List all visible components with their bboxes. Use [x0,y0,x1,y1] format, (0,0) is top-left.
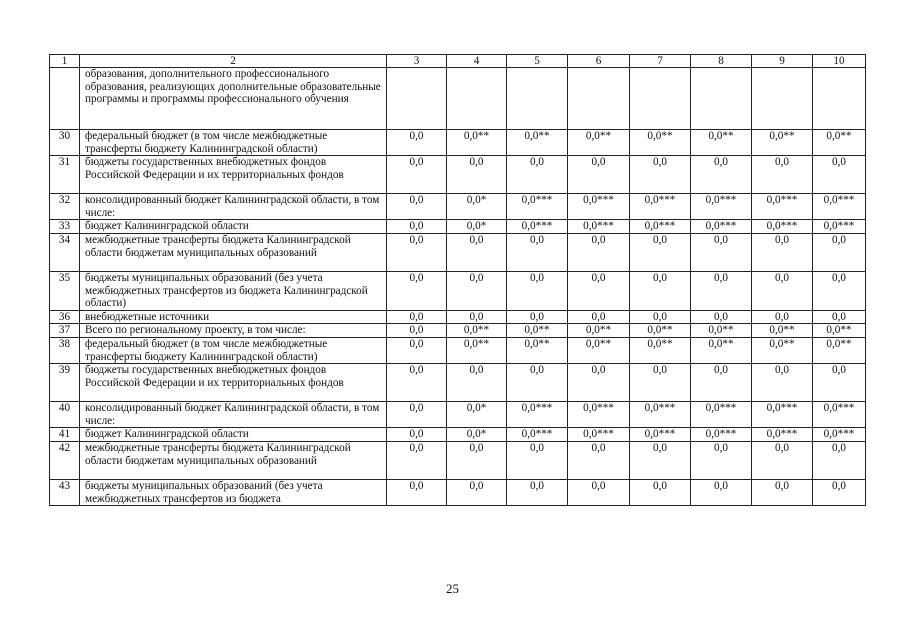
column-header: 5 [507,55,568,68]
table-row [50,324,866,338]
value-cell: 0,0*** [507,428,568,442]
table-row [50,220,866,234]
value-cell [387,68,447,130]
row-number: 33 [50,220,80,234]
value-cell: 0,0*** [813,220,866,234]
row-description: межбюджетные трансферты бюджета Калининградской области бюджетам муниципальных образований [80,233,387,271]
value-cell: 0,0 [568,364,630,402]
value-cell: 0,0 [387,402,447,428]
value-cell: 0,0*** [813,428,866,442]
value-cell: 0,0 [387,130,447,156]
value-cell: 0,0 [691,441,752,479]
value-cell: 0,0 [387,233,447,271]
column-header: 4 [447,55,507,68]
value-cell: 0,0 [387,364,447,402]
value-cell: 0,0*** [752,428,813,442]
value-cell: 0,0*** [813,402,866,428]
value-cell: 0,0 [387,220,447,234]
row-number: 37 [50,324,80,338]
value-cell: 0,0 [568,156,630,194]
value-cell: 0,0 [752,364,813,402]
value-cell: 0,0 [447,441,507,479]
value-cell [447,68,507,130]
value-cell: 0,0** [630,337,691,363]
value-cell [752,68,813,130]
row-description: бюджеты государственных внебюджетных фондов Российской Федерации и их территориальных фондов [80,364,387,402]
row-number: 30 [50,130,80,156]
value-cell: 0,0*** [630,194,691,220]
value-cell: 0,0 [507,156,568,194]
row-number: 36 [50,310,80,324]
value-cell: 0,0 [387,428,447,442]
row-description: консолидированный бюджет Калининградской области, в том числе: [80,402,387,428]
value-cell: 0,0 [387,441,447,479]
value-cell: 0,0*** [691,220,752,234]
value-cell: 0,0 [447,364,507,402]
value-cell: 0,0 [568,233,630,271]
value-cell: 0,0 [752,310,813,324]
value-cell: 0,0 [630,156,691,194]
value-cell: 0,0*** [752,402,813,428]
value-cell: 0,0 [630,271,691,310]
value-cell: 0,0 [813,364,866,402]
row-description: бюджет Калининградской области [80,428,387,442]
value-cell: 0,0** [507,130,568,156]
value-cell: 0,0 [507,271,568,310]
table-row [50,428,866,442]
row-description: образования, дополнительного профессионального образования, реализующих дополнительные образовательные программы и программы профессионального обучения [80,68,387,130]
value-cell: 0,0 [691,479,752,505]
row-number: 31 [50,156,80,194]
row-number: 42 [50,441,80,479]
value-cell: 0,0 [507,233,568,271]
row-description: внебюджетные источники [80,310,387,324]
table-row [50,194,866,220]
value-cell: 0,0** [568,337,630,363]
value-cell: 0,0 [507,310,568,324]
column-header: 8 [691,55,752,68]
value-cell: 0,0 [813,271,866,310]
page-number: 25 [446,581,459,596]
value-cell: 0,0*** [568,220,630,234]
value-cell: 0,0*** [568,194,630,220]
table-body [50,55,866,506]
row-number: 40 [50,402,80,428]
table-row [50,479,866,505]
table-row [50,310,866,324]
value-cell: 0,0 [752,233,813,271]
value-cell: 0,0 [691,156,752,194]
value-cell: 0,0 [447,156,507,194]
value-cell: 0,0 [387,156,447,194]
value-cell: 0,0 [630,364,691,402]
value-cell: 0,0 [447,233,507,271]
table-row [50,156,866,194]
value-cell: 0,0 [691,364,752,402]
value-cell: 0,0 [752,441,813,479]
value-cell: 0,0 [630,479,691,505]
value-cell: 0,0** [813,324,866,338]
value-cell: 0,0 [507,479,568,505]
value-cell: 0,0*** [691,402,752,428]
row-description: межбюджетные трансферты бюджета Калининградской области бюджетам муниципальных образований [80,441,387,479]
row-description: бюджеты муниципальных образований (без учета межбюджетных трансфертов из бюджета Калининградской области) [80,271,387,310]
value-cell: 0,0 [507,364,568,402]
row-number: 34 [50,233,80,271]
value-cell [813,68,866,130]
value-cell [568,68,630,130]
row-number: 32 [50,194,80,220]
value-cell: 0,0 [568,441,630,479]
row-number: 41 [50,428,80,442]
column-header: 3 [387,55,447,68]
value-cell: 0,0** [630,130,691,156]
value-cell: 0,0** [691,130,752,156]
value-cell: 0,0*** [813,194,866,220]
value-cell: 0,0* [447,402,507,428]
value-cell: 0,0*** [568,428,630,442]
value-cell: 0,0 [387,324,447,338]
value-cell: 0,0*** [507,194,568,220]
row-description: Всего по региональному проекту, в том числе: [80,324,387,338]
value-cell: 0,0 [813,310,866,324]
value-cell: 0,0*** [630,428,691,442]
value-cell: 0,0** [447,130,507,156]
value-cell: 0,0 [813,441,866,479]
budget-table [49,54,866,506]
value-cell: 0,0*** [691,194,752,220]
row-description: консолидированный бюджет Калининградской области, в том числе: [80,194,387,220]
value-cell: 0,0 [387,310,447,324]
value-cell: 0,0** [507,324,568,338]
table-row [50,337,866,363]
value-cell: 0,0** [568,324,630,338]
row-number: 43 [50,479,80,505]
value-cell: 0,0 [447,479,507,505]
column-header: 7 [630,55,691,68]
value-cell: 0,0*** [691,428,752,442]
table-row [50,441,866,479]
value-cell: 0,0 [387,337,447,363]
value-cell: 0,0 [507,441,568,479]
table-row [50,130,866,156]
table-row [50,271,866,310]
row-number [50,68,80,130]
value-cell: 0,0 [630,233,691,271]
table-row [50,364,866,402]
value-cell: 0,0 [752,271,813,310]
value-cell: 0,0*** [630,402,691,428]
value-cell: 0,0 [630,441,691,479]
value-cell: 0,0*** [568,402,630,428]
table-row [50,233,866,271]
row-number: 35 [50,271,80,310]
value-cell [630,68,691,130]
value-cell: 0,0 [568,310,630,324]
value-cell: 0,0** [447,324,507,338]
value-cell: 0,0** [630,324,691,338]
value-cell: 0,0 [691,271,752,310]
value-cell: 0,0** [813,130,866,156]
value-cell: 0,0** [691,337,752,363]
value-cell: 0,0** [507,337,568,363]
value-cell: 0,0 [387,479,447,505]
row-description: федеральный бюджет (в том числе межбюджетные трансферты бюджету Калининградской области) [80,337,387,363]
value-cell: 0,0 [813,479,866,505]
value-cell: 0,0*** [752,194,813,220]
value-cell: 0,0** [752,337,813,363]
row-number: 38 [50,337,80,363]
value-cell: 0,0* [447,220,507,234]
value-cell: 0,0** [447,337,507,363]
value-cell: 0,0*** [507,220,568,234]
value-cell: 0,0* [447,428,507,442]
value-cell: 0,0*** [507,402,568,428]
value-cell: 0,0 [813,233,866,271]
value-cell: 0,0 [568,271,630,310]
row-description: бюджеты муниципальных образований (без учета межбюджетных трансфертов из бюджета [80,479,387,505]
value-cell: 0,0 [630,310,691,324]
value-cell: 0,0 [691,310,752,324]
column-header: 1 [50,55,80,68]
value-cell: 0,0** [752,130,813,156]
column-header: 10 [813,55,866,68]
value-cell: 0,0* [447,194,507,220]
value-cell: 0,0*** [630,220,691,234]
row-number: 39 [50,364,80,402]
value-cell: 0,0 [387,271,447,310]
value-cell: 0,0 [691,233,752,271]
row-description: бюджет Калининградской области [80,220,387,234]
value-cell: 0,0** [752,324,813,338]
value-cell [507,68,568,130]
value-cell: 0,0 [387,194,447,220]
column-number-row [50,55,866,68]
value-cell: 0,0 [752,156,813,194]
row-description: бюджеты государственных внебюджетных фондов Российской Федерации и их территориальных фондов [80,156,387,194]
value-cell: 0,0*** [752,220,813,234]
value-cell: 0,0 [752,479,813,505]
table-row [50,402,866,428]
value-cell: 0,0 [813,156,866,194]
value-cell: 0,0** [568,130,630,156]
column-header: 6 [568,55,630,68]
value-cell: 0,0 [447,310,507,324]
column-header: 2 [80,55,387,68]
value-cell: 0,0** [691,324,752,338]
value-cell: 0,0 [568,479,630,505]
column-header: 9 [752,55,813,68]
value-cell [691,68,752,130]
table-row [50,68,866,130]
value-cell: 0,0 [447,271,507,310]
row-description: федеральный бюджет (в том числе межбюджетные трансферты бюджету Калининградской области) [80,130,387,156]
value-cell: 0,0** [813,337,866,363]
